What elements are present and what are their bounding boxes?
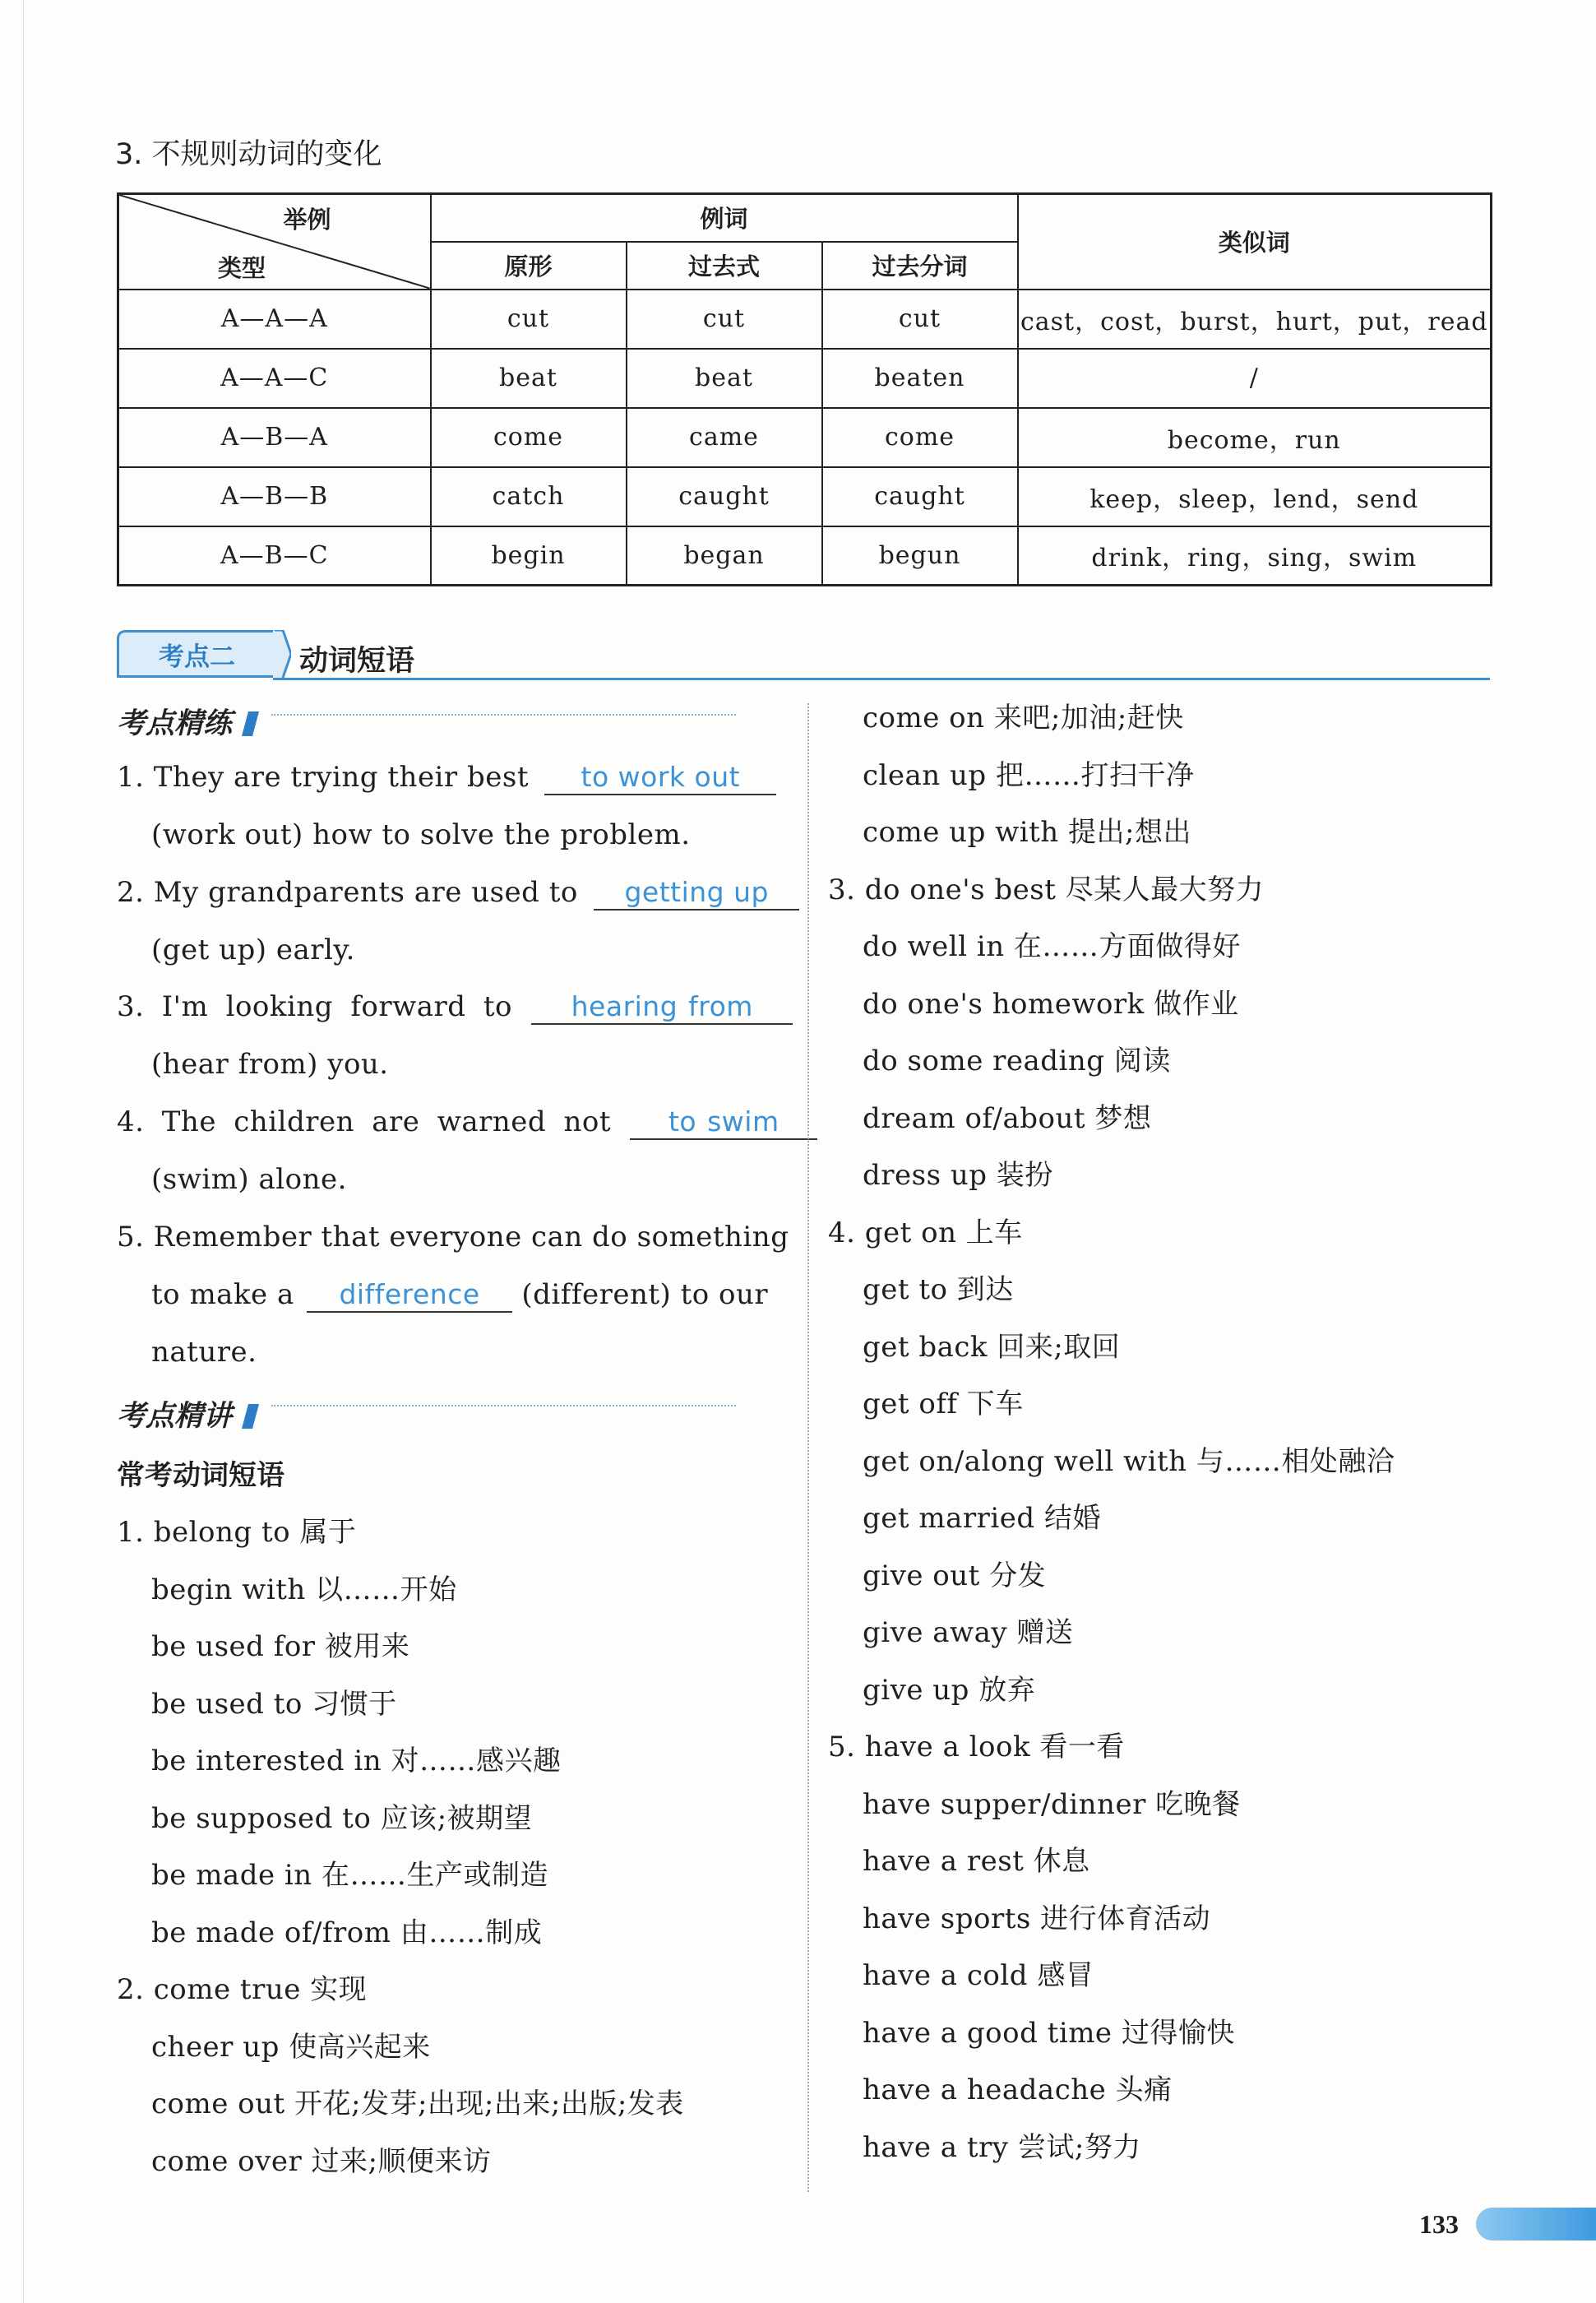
phrase-item: come up with 提出;想出 — [863, 816, 1191, 849]
phrase-item: have a good time 过得愉快 — [863, 2016, 1235, 2050]
tab-arrow-icon — [273, 630, 291, 678]
cell-similar: keep，sleep，lend，send — [1018, 467, 1492, 526]
phrase-item: begin with 以……开始 — [151, 1573, 457, 1606]
cell-similar: / — [1018, 349, 1492, 408]
phrase-item: 4. get on 上车 — [828, 1216, 1023, 1249]
table-row — [118, 526, 1492, 586]
phrase-item: get on/along well with 与……相处融洽 — [863, 1444, 1395, 1478]
cell-type: A—B—A — [118, 408, 431, 467]
table-row — [118, 349, 1492, 408]
header-words: 例词 — [431, 194, 1018, 242]
cell-type: A—B—C — [118, 526, 431, 586]
phrase-item: 5. have a look 看一看 — [828, 1731, 1125, 1763]
cell-past: caught — [627, 467, 822, 526]
section-heading: 3. 不规则动词的变化 — [115, 138, 382, 171]
diagonal-line — [119, 195, 430, 289]
answer-blank: getting up — [594, 876, 799, 911]
phrase-item: do well in 在……方面做得好 — [863, 930, 1241, 963]
phrase-item: be supposed to 应该;被期望 — [151, 1801, 533, 1835]
practice-item-5-cont: to make a difference (different) to our — [151, 1278, 769, 1311]
cell-pp: begun — [822, 526, 1018, 586]
practice-heading: 考点精练 — [117, 701, 256, 742]
phrase-item: have supper/dinner 吃晚餐 — [863, 1787, 1241, 1821]
phrase-item: cheer up 使高兴起来 — [151, 2030, 431, 2064]
header-similar: 类似词 — [1018, 194, 1492, 290]
phrase-item: have sports 进行体育活动 — [863, 1902, 1211, 1935]
header-past: 过去式 — [627, 242, 822, 290]
diagonal-header-cell — [118, 194, 431, 290]
practice-item-1-cont: (work out) how to solve the problem. — [151, 818, 691, 851]
phrase-item: get back 回来;取回 — [863, 1330, 1121, 1364]
answer-blank: difference — [307, 1278, 512, 1313]
cell-type: A—A—A — [118, 290, 431, 349]
cell-pp: cut — [822, 290, 1018, 349]
phrase-item: dream of/about 梦想 — [863, 1101, 1152, 1135]
kaodian-header — [117, 630, 1490, 681]
practice-item-3: 3. I'm looking forward to hearing from — [117, 990, 793, 1025]
cell-original: cut — [431, 290, 627, 349]
phrase-item: 2. come true 实现 — [117, 1973, 368, 2006]
phrase-item: have a rest 休息 — [863, 1845, 1090, 1878]
table-row — [118, 467, 1492, 526]
explain-subheading: 常考动词短语 — [117, 1459, 285, 1492]
explain-divider — [271, 1405, 736, 1406]
phrase-item: clean up 把……打扫干净 — [863, 758, 1195, 792]
answer-blank: to swim — [630, 1105, 817, 1140]
cell-past: cut — [627, 290, 822, 349]
phrase-item: come out 开花;发芽;出现;出来;出版;发表 — [151, 2088, 684, 2120]
practice-item-2-cont: (get up) early. — [151, 934, 355, 966]
cell-past: began — [627, 526, 822, 586]
answer-blank: to work out — [544, 761, 776, 795]
cell-similar: become，run — [1018, 408, 1492, 467]
phrase-item: do some reading 阅读 — [863, 1045, 1171, 1077]
cell-pp: beaten — [822, 349, 1018, 408]
header-pp: 过去分词 — [822, 242, 1018, 290]
phrase-item: have a try 尝试;努力 — [863, 2130, 1141, 2164]
header-example: 举例 — [283, 206, 331, 234]
phrase-item: be made in 在……生产或制造 — [151, 1859, 548, 1892]
phrase-item: have a cold 感冒 — [863, 1959, 1094, 1992]
page-tab-decoration — [1476, 2208, 1596, 2240]
marker-icon — [242, 711, 259, 736]
header-type: 类型 — [218, 253, 266, 282]
answer-blank: hearing from — [531, 990, 793, 1025]
phrase-item: 3. do one's best 尽某人最大努力 — [828, 873, 1265, 906]
phrase-item: have a headache 头痛 — [863, 2074, 1173, 2106]
phrase-item: give away 赠送 — [863, 1616, 1074, 1649]
cell-type: A—B—B — [118, 467, 431, 526]
phrase-item: come on 来吧;加油;赶快 — [863, 702, 1184, 734]
cell-past: beat — [627, 349, 822, 408]
cell-similar: drink，ring，sing，swim — [1018, 526, 1492, 586]
phrase-item: get to 到达 — [863, 1273, 1014, 1306]
cell-type: A—A—C — [118, 349, 431, 408]
practice-divider — [271, 714, 736, 716]
cell-original: come — [431, 408, 627, 467]
phrase-item: get married 结婚 — [863, 1502, 1101, 1535]
phrase-item: give up 放弃 — [863, 1673, 1036, 1707]
practice-item-5: 5. Remember that everyone can do something — [117, 1221, 789, 1253]
column-divider — [807, 703, 809, 2192]
header-original: 原形 — [431, 242, 627, 290]
cell-original: begin — [431, 526, 627, 586]
phrase-item: be made of/from 由……制成 — [151, 1916, 543, 1949]
kaodian-tab: 考点二 — [117, 630, 275, 678]
explain-heading: 考点精讲 — [117, 1393, 256, 1434]
practice-item-2: 2. My grandparents are used to getting up — [117, 876, 799, 911]
cell-pp: caught — [822, 467, 1018, 526]
cell-pp: come — [822, 408, 1018, 467]
practice-item-1: 1. They are trying their best to work out — [117, 761, 776, 795]
cell-original: beat — [431, 349, 627, 408]
practice-item-5-end: nature. — [151, 1336, 257, 1369]
kaodian-underline — [273, 678, 1490, 680]
phrase-item: come over 过来;顺便来访 — [151, 2144, 492, 2178]
table-row — [118, 290, 1492, 349]
practice-item-4: 4. The children are warned not to swim — [117, 1105, 817, 1140]
marker-icon — [242, 1404, 259, 1429]
table-row — [118, 408, 1492, 467]
phrase-item: give out 分发 — [863, 1559, 1047, 1592]
cell-similar: cast，cost，burst，hurt，put，read — [1018, 290, 1492, 349]
phrase-item: get off 下车 — [863, 1388, 1024, 1420]
kaodian-title: 动词短语 — [299, 645, 415, 678]
page-edge — [23, 0, 24, 2303]
practice-item-4-cont: (swim) alone. — [151, 1163, 347, 1196]
phrase-item: dress up 装扮 — [863, 1159, 1053, 1192]
irregular-verb-table — [117, 192, 1492, 586]
page-number: 133 — [1419, 2209, 1459, 2239]
cell-past: came — [627, 408, 822, 467]
phrase-item: be used to 习惯于 — [151, 1687, 397, 1721]
phrase-item: be interested in 对……感兴趣 — [151, 1745, 562, 1777]
practice-item-3-cont: (hear from) you. — [151, 1048, 389, 1081]
phrase-item: do one's homework 做作业 — [863, 987, 1239, 1021]
cell-original: catch — [431, 467, 627, 526]
phrase-item: 1. belong to 属于 — [117, 1516, 357, 1549]
phrase-item: be used for 被用来 — [151, 1630, 410, 1663]
